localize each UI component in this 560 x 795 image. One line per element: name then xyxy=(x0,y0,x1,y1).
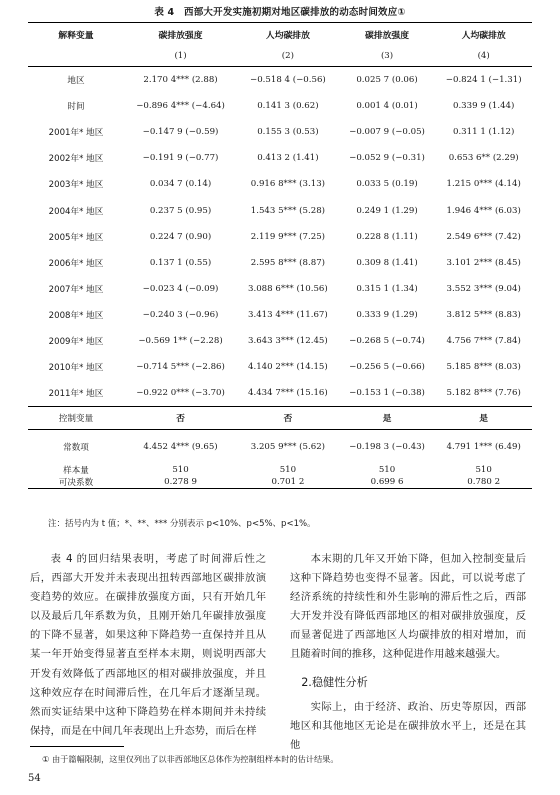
page-number: 54 xyxy=(28,773,41,784)
table-row xyxy=(28,119,532,145)
table-cell: −0.569 1** (−2.28) xyxy=(138,335,223,346)
row-label: 2004年* 地区 xyxy=(48,206,104,217)
header-cell: 人均碳排放 xyxy=(435,23,532,47)
table-cell: 0.137 1 (0.55) xyxy=(149,257,212,268)
table-cell: 5.185 8*** (8.03) xyxy=(446,362,521,373)
table-cell: −0.007 9 (−0.05) xyxy=(349,127,425,138)
body-paragraph: 表 4 的回归结果表明，考虑了时间滞后性之后，西部大开发并未表现出扭转西部地区碳排放演变趋势的效应。在碳排放强度方面，只有开始几年以及最后几年系数为负，且刚开始几年碳排放强度的下降不显著，如果这种下降趋势一直保持并且从某一年开始变得显著直至样本末期，则说明西部大开发有效降低了西部地区的相对碳排放强度，并且这种效应存在时间滞后性，在几年后才逐渐呈现。然而实证结果中这种下降趋势在样本期间并未持续保持，而是在中间几年表现出上升态势，而后在样 xyxy=(30,553,266,737)
table-cell: 2.119 9*** (7.25) xyxy=(250,231,326,242)
table-cell: 3.812 5*** (8.83) xyxy=(446,309,521,320)
table-cell: 0.033 5 (0.19) xyxy=(356,179,418,190)
table-cell: 是 xyxy=(435,407,532,430)
table-cell: −0.896 4*** (−4.64) xyxy=(136,101,225,112)
constant-row xyxy=(28,430,532,465)
table-row xyxy=(28,93,532,119)
table-cell: 4.452 4*** (9.65) xyxy=(143,442,218,453)
row-label: 2009年* 地区 xyxy=(48,336,104,347)
table-cell: 0.034 7 (0.14) xyxy=(149,179,212,190)
table-cell: −0.518 4 (−0.56) xyxy=(250,75,326,86)
table-cell: 1.543 5*** (5.28) xyxy=(250,205,326,216)
table-row xyxy=(28,380,532,407)
row-label: 2006年* 地区 xyxy=(48,258,104,269)
row-label: 2011年* 地区 xyxy=(28,380,124,407)
table-cell: 510 xyxy=(475,465,492,476)
table-row xyxy=(28,224,532,250)
body-paragraph: 实际上，由于经济、政治、历史等原因，西部地区和其他地区无论是在碳排放水平上，还是在其他 xyxy=(290,700,526,751)
table-cell: −0.714 5*** (−2.86) xyxy=(136,362,225,373)
regression-table xyxy=(28,22,532,489)
left-text-column xyxy=(30,550,266,741)
table-cell: −0.191 9 (−0.77) xyxy=(142,153,219,164)
table-cell: 0.311 1 (1.12) xyxy=(452,127,515,138)
table-cell: 0.141 3 (0.62) xyxy=(257,101,319,112)
table-cell: 3.088 6*** (10.56) xyxy=(248,283,328,294)
table-cell: 3.413 4*** (11.67) xyxy=(248,309,328,320)
row-label: 2003年* 地区 xyxy=(48,180,104,191)
table-cell: 3.101 2*** (8.45) xyxy=(446,257,521,268)
table-cell: 510 xyxy=(378,465,396,476)
table-header-row xyxy=(28,23,532,47)
table-caption: 表 4 西部大开发实施初期对地区碳排放的动态时间效应① xyxy=(154,7,406,18)
table-cell: 510 xyxy=(172,465,189,476)
column-number: (1) xyxy=(124,46,237,67)
table-cell: −0.268 5 (−0.74) xyxy=(349,335,425,346)
table-cell: 0.701 2 xyxy=(237,476,339,489)
table-cell: 0.699 6 xyxy=(339,476,436,489)
table-cell: 2.170 4*** (2.88) xyxy=(143,75,218,86)
row-label: 2008年* 地区 xyxy=(48,310,104,321)
table-cell: 4.434 7*** (15.16) xyxy=(237,380,339,407)
table-row xyxy=(28,145,532,171)
right-text-column xyxy=(290,550,526,755)
table-cell: −0.147 9 (−0.59) xyxy=(142,127,219,138)
table-cell: 0.780 2 xyxy=(435,476,532,489)
table-cell: 0.224 7 (0.90) xyxy=(149,231,212,242)
row-label: 2005年* 地区 xyxy=(48,232,104,243)
table-cell: 0.916 8*** (3.13) xyxy=(250,179,326,190)
table-cell: 5.182 8*** (7.76) xyxy=(435,380,532,407)
table-cell: 2.549 6*** (7.42) xyxy=(446,231,521,242)
row-label: 控制变量 xyxy=(28,407,124,430)
table-cell: 1.215 0*** (4.14) xyxy=(446,179,521,190)
table-cell: 4.140 2*** (14.15) xyxy=(248,362,328,373)
column-number-row xyxy=(28,46,532,67)
table-row xyxy=(28,250,532,276)
table-note: 注：括号内为 t 值；*、**、*** 分别表示 p<10%、p<5%、p<1%。 xyxy=(48,519,316,529)
table-cell: 0.237 5 (0.95) xyxy=(149,205,212,216)
table-cell: −0.240 3 (−0.96) xyxy=(142,309,219,320)
row-label: 2010年* 地区 xyxy=(48,363,104,374)
table-cell: 是 xyxy=(339,407,436,430)
table-cell: 2.595 8*** (8.87) xyxy=(250,257,326,268)
table-cell: −0.198 3 (−0.43) xyxy=(349,442,425,453)
table-cell: 0.413 2 (1.41) xyxy=(257,153,319,164)
header-cell: 碳排放强度 xyxy=(124,23,237,47)
row-label: 可决系数 xyxy=(28,476,124,489)
table-cell: −0.824 1 (−1.31) xyxy=(445,75,522,86)
header-cell: 碳排放强度 xyxy=(339,23,436,47)
table-cell: −0.023 4 (−0.09) xyxy=(142,283,219,294)
table-cell: 1.946 4*** (6.03) xyxy=(446,205,521,216)
row-label: 时间 xyxy=(67,102,85,113)
table-cell: 0.249 1 (1.29) xyxy=(356,205,418,216)
row-label: 常数项 xyxy=(63,443,89,454)
column-number: (4) xyxy=(435,46,532,67)
row-label: 2001年* 地区 xyxy=(48,128,104,139)
table-cell: 4.756 7*** (7.84) xyxy=(446,335,521,346)
table-cell: −0.256 5 (−0.66) xyxy=(349,362,425,373)
row-label: 地区 xyxy=(67,76,85,87)
table-cell: 0.339 9 (1.44) xyxy=(452,101,515,112)
footnote: ① 由于篇幅限制，这里仅列出了以非西部地区总体作为控制组样本时的估计结果。 xyxy=(42,754,339,764)
table-row xyxy=(28,276,532,302)
column-number: (3) xyxy=(339,46,436,67)
table-cell: 0.333 9 (1.29) xyxy=(356,309,418,320)
row-label: 样本量 xyxy=(63,466,89,477)
table-cell: 否 xyxy=(124,407,237,430)
table-cell: 510 xyxy=(279,465,297,476)
row-label: 2007年* 地区 xyxy=(48,284,104,295)
table-cell: 否 xyxy=(237,407,339,430)
table-cell: −0.052 9 (−0.31) xyxy=(349,153,425,164)
header-cell: 人均碳排放 xyxy=(237,23,339,47)
table-cell: 0.001 4 (0.01) xyxy=(356,101,418,112)
table-cell: 0.025 7 (0.06) xyxy=(356,75,418,86)
section-heading: 2.稳健性分析 xyxy=(301,675,368,689)
table-row xyxy=(28,328,532,354)
table-cell: 0.278 9 xyxy=(124,476,237,489)
table-row xyxy=(28,171,532,197)
table-cell: 3.643 3*** (12.45) xyxy=(248,335,328,346)
table-cell: −0.922 0*** (−3.70) xyxy=(124,380,237,407)
table-cell: 0.315 1 (1.34) xyxy=(356,283,418,294)
footnote-rule xyxy=(30,746,124,747)
sample-size-row xyxy=(28,464,532,476)
table-cell: 4.791 1*** (6.49) xyxy=(446,442,521,453)
body-paragraph: 本末期的几年又开始下降，但加入控制变量后这种下降趋势也变得不显著。因此，可以说考虑了经济系统的持续性和外生影响的滞后性之后，西部大开发并没有降低西部地区的相对碳排放强度，反而显著促进了西部地区人均碳排放的相对增加，而且随着时间的推移，这种促进作用越来越强大。 xyxy=(290,553,526,661)
column-number: (2) xyxy=(237,46,339,67)
table-row xyxy=(28,67,532,94)
table-cell: 0.309 8 (1.41) xyxy=(356,257,418,268)
table-cell: 3.205 9*** (5.62) xyxy=(250,442,326,453)
table-row xyxy=(28,354,532,380)
r-squared-row xyxy=(28,476,532,489)
control-row xyxy=(28,407,532,430)
table-cell: −0.153 1 (−0.38) xyxy=(339,380,436,407)
table-cell: 0.155 3 (0.53) xyxy=(257,127,319,138)
table-cell: 0.653 6** (2.29) xyxy=(448,153,519,164)
table-cell: 3.552 3*** (9.04) xyxy=(446,283,521,294)
table-cell: 0.228 8 (1.11) xyxy=(356,231,418,242)
table-row xyxy=(28,197,532,223)
header-cell: 解释变量 xyxy=(28,23,124,47)
table-row xyxy=(28,302,532,328)
empty-cell xyxy=(28,46,124,67)
row-label: 2002年* 地区 xyxy=(48,154,104,165)
